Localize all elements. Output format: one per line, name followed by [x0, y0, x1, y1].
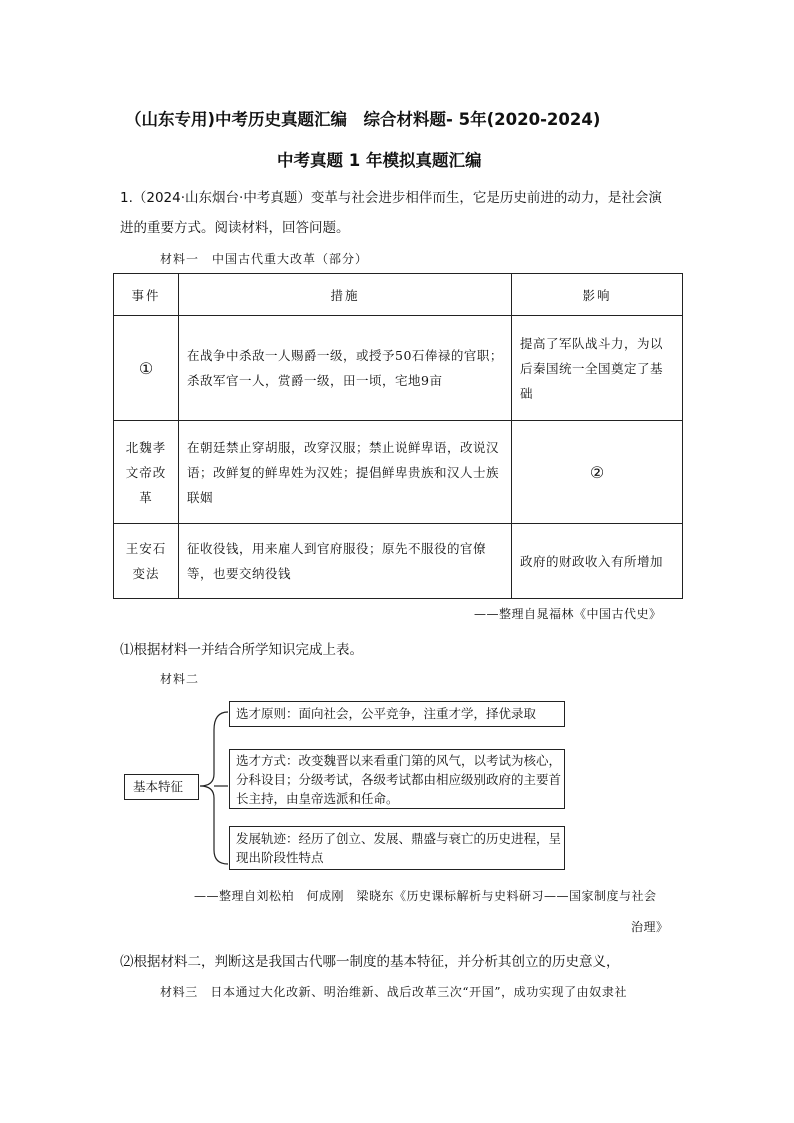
root-node-basic-features: 基本特征 — [124, 774, 199, 800]
table-header-impact: 影响 — [512, 274, 683, 316]
branch-development-track: 发展轨迹：经历了创立、发展、鼎盛与衰亡的历史进程，呈现出阶段性特点 — [229, 826, 565, 870]
question-stem-line2: 进的重要方式。阅读材料，回答问题。 — [120, 220, 350, 236]
sub-question-2: ⑵根据材料二，判断这是我国古代哪一制度的基本特征，并分析其创立的历史意义， — [120, 954, 620, 970]
material1-caption: 材料一 中国古代重大改革（部分） — [160, 252, 369, 266]
table-cell-measure: 在朝廷禁止穿胡服，改穿汉服；禁止说鲜卑语，改说汉语；改鲜复的鲜卑姓为汉姓；提倡鲜卑贵族和汉人士族联姻 — [187, 439, 500, 505]
material1-source: ——整理自晁福林《中国古代史》 — [474, 607, 662, 621]
table-cell-event: 王安石变法 — [125, 541, 167, 581]
sub-question-1: ⑴根据材料一并结合所学知识完成上表。 — [120, 642, 363, 658]
table-cell-event: ① — [114, 316, 179, 421]
doc-title-line2: 中考真题 1 年模拟真题汇编 — [277, 151, 482, 170]
material2-source-line2: 治理》 — [631, 920, 669, 934]
material3-text: 材料三 日本通过大化改新、明治维新、战后改革三次“开国”，成功实现了由奴隶社 — [160, 985, 628, 999]
material2-caption: 材料二 — [160, 672, 200, 686]
branch-selection-method: 选才方式：改变魏晋以来看重门第的风气，以考试为核心，分科设目；分级考试，各级考试都由相应级别政府的主要首长主持，由皇帝选派和任命。 — [229, 749, 565, 809]
table-cell-impact: 政府的财政收入有所增加 — [520, 553, 664, 569]
table-header-measure: 措施 — [179, 274, 512, 316]
table-cell-measure: 征收役钱，用来雇人到官府服役；原先不服役的官僚等，也要交纳役钱 — [187, 541, 487, 581]
doc-title-line1: （山东专用)中考历史真题汇编 综合材料题- 5年(2020-2024) — [125, 110, 601, 129]
table-cell-impact: ② — [512, 421, 683, 524]
table-cell-measure: 在战争中杀敌一人赐爵一级，或授予50石俸禄的官职；杀敌军官一人，赏爵一级，田一顷，宅地9亩 — [187, 348, 503, 388]
table-cell-impact: 提高了军队战斗力，为以后秦国统一全国奠定了基础 — [520, 335, 664, 401]
table-header-event: 事件 — [114, 274, 179, 316]
branch-selection-principle: 选才原则：面向社会，公平竞争，注重才学，择优录取 — [229, 701, 565, 727]
question-stem-line1: 1.（2024·山东烟台·中考真题）变革与社会进步相伴而生，它是历史前进的动力，是社会演 — [120, 190, 662, 206]
table-cell-event: 北魏孝文帝改革 — [125, 439, 167, 505]
material2-source-line1: ——整理自刘松柏 何成刚 梁晓东《历史课标解析与史料研习——国家制度与社会 — [194, 889, 657, 903]
